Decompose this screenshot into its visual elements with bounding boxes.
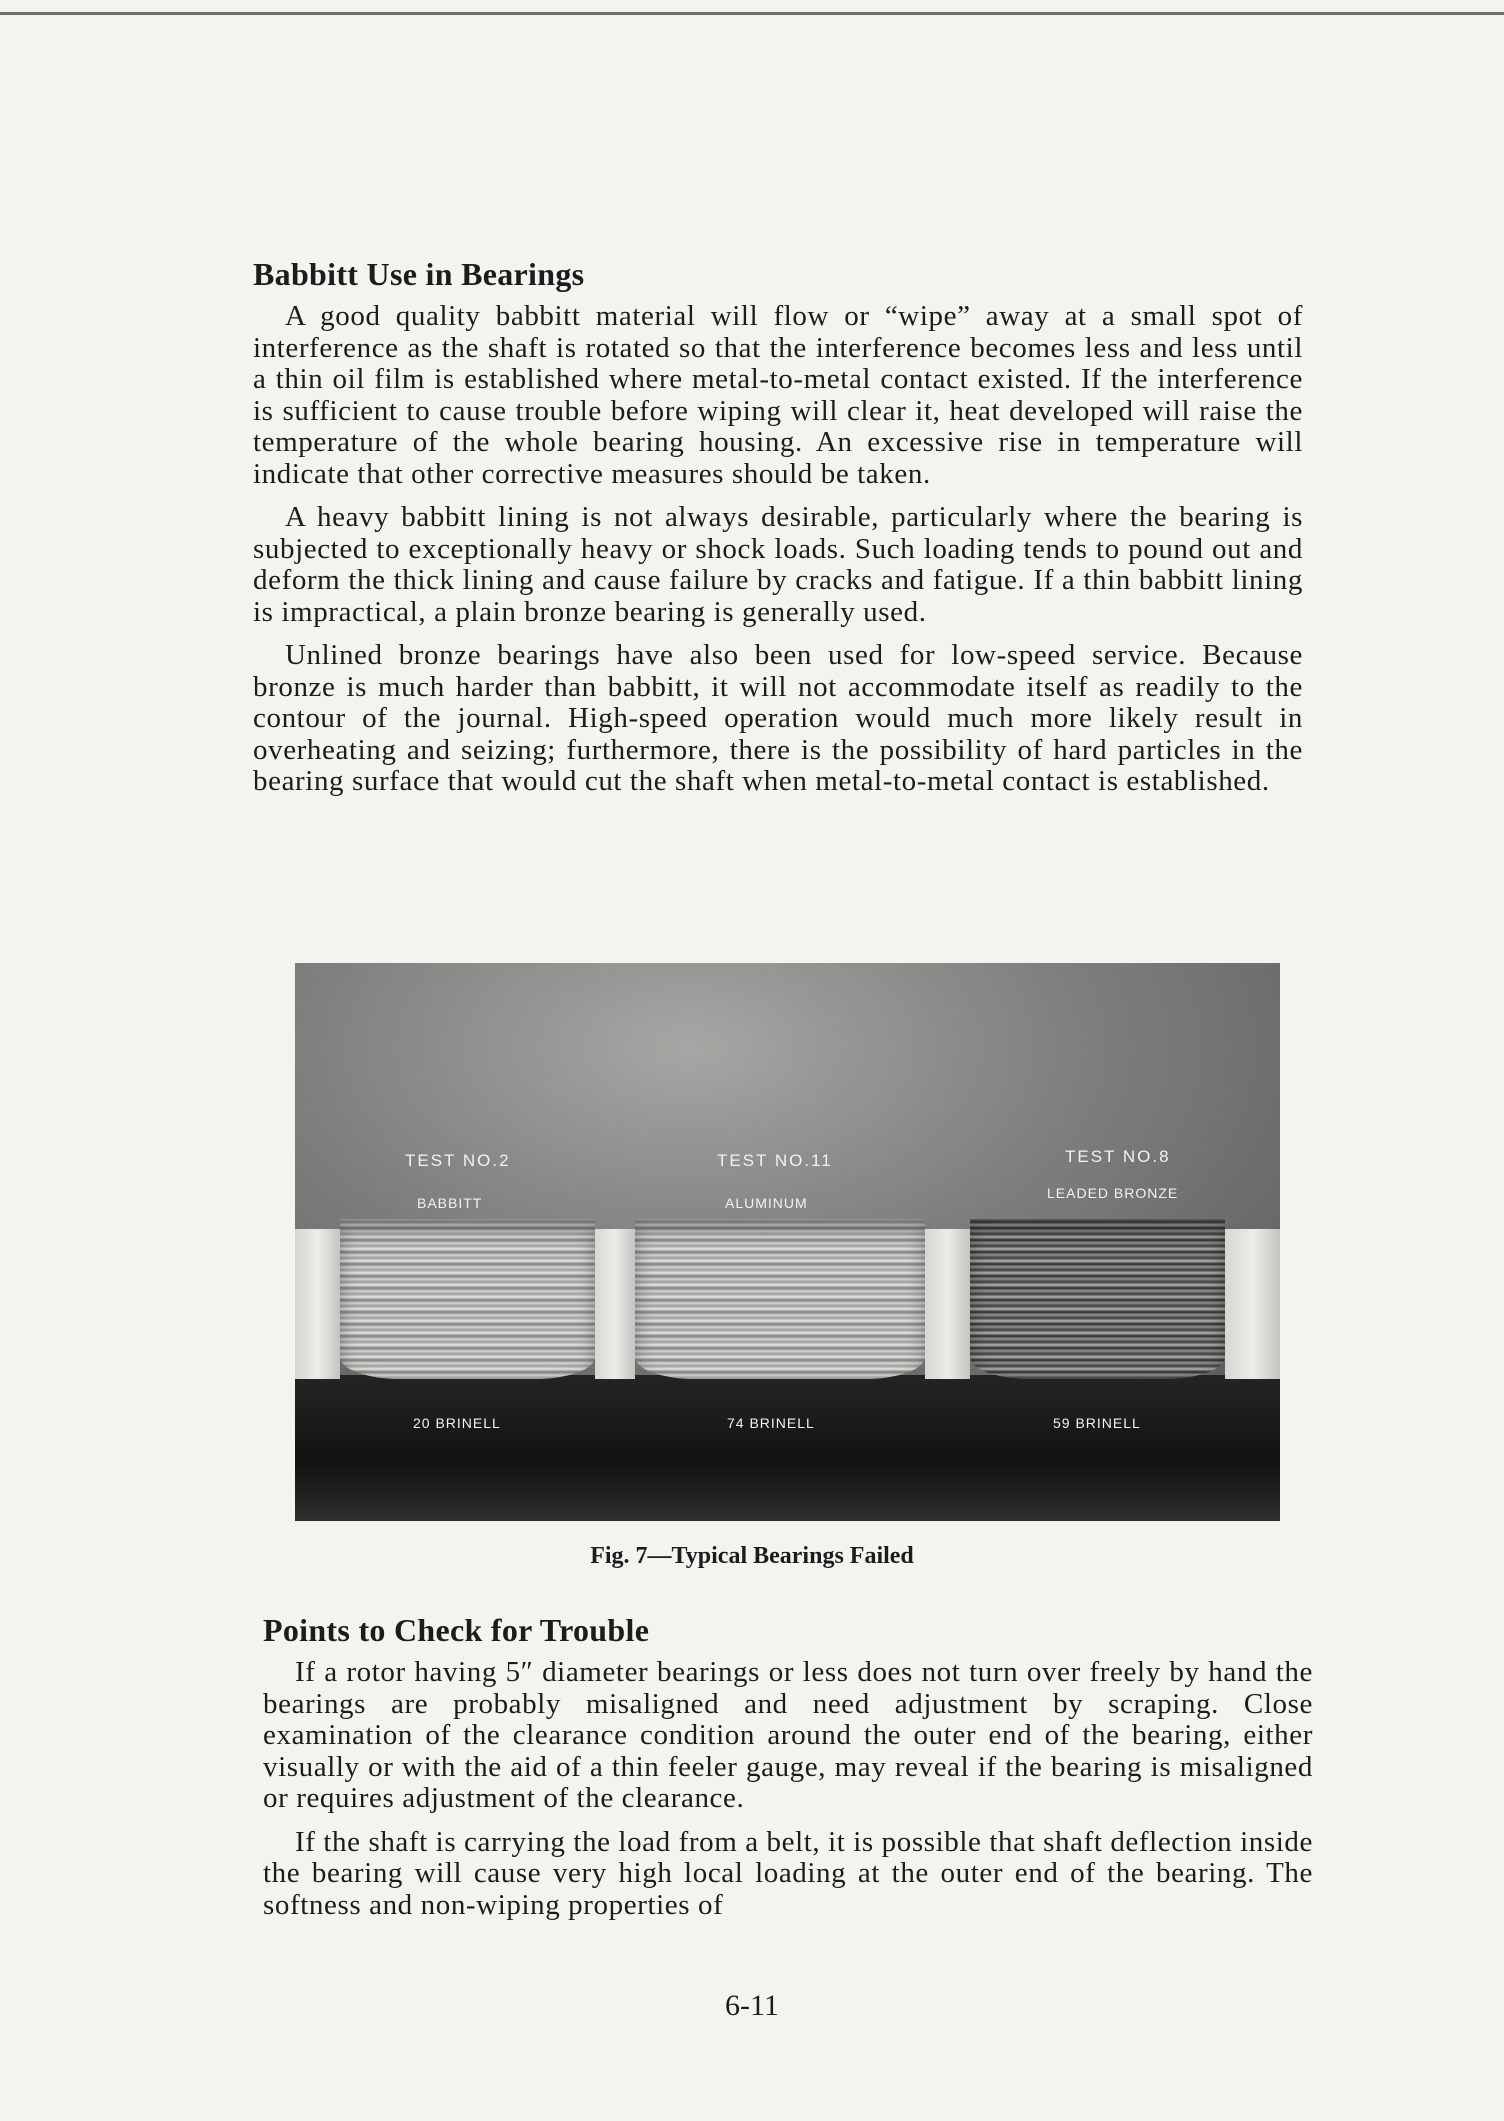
bearing-babbitt: [340, 1219, 595, 1379]
support-block: [1225, 1229, 1280, 1379]
paragraph: If the shaft is carrying the load from a belt, it is possible that shaft deflection inside the bearing will cause very high local loading at the outer end of the bearing. The softness and non-wiping properties of: [263, 1825, 1313, 1921]
paragraph: If a rotor having 5″ diameter bearings or less does not turn over freely by hand the bearings are probably misaligned and need adjustment by scraping. Close examination of the clearance condition around the outer end of the bearing, either visually or with the aid of a thin feeler gauge, may reveal if the bearing is misaligned or requires adjustment of the clearance.: [263, 1656, 1313, 1814]
bearing-leaded-bronze: [970, 1219, 1225, 1379]
support-block: [595, 1229, 635, 1379]
top-rule: [0, 12, 1504, 15]
support-block: [295, 1229, 340, 1379]
photo-label-test: TEST NO.11: [717, 1151, 833, 1170]
paragraph: A good quality babbitt material will flow or “wipe” away at a small spot of interference as the shaft is rotated so that the interference becomes less and less until a thin oil film is established where metal-to-metal contact existed. If the interference is sufficient to cause trouble before wiping will clear it, heat developed will raise the temperature of the whole bearing housing. An excessive rise in temperature will indicate that other corrective measures should be taken.: [253, 300, 1303, 490]
bearings-photo: [295, 963, 1280, 1521]
photo-base: [295, 1375, 1280, 1521]
photo-label-hardness: 20 BRINELL: [413, 1415, 501, 1431]
support-block: [925, 1229, 970, 1379]
photo-label-material: ALUMINUM: [725, 1195, 808, 1211]
photo-label-material: LEADED BRONZE: [1047, 1185, 1179, 1201]
photo-label-test: TEST NO.2: [405, 1151, 511, 1170]
bearing-aluminum: [635, 1219, 925, 1379]
paragraph: A heavy babbitt lining is not always desirable, particularly where the bearing is subjected to exceptionally heavy or shock loads. Such loading tends to pound out and deform the thick lining and cause failure by cracks and fatigue. If a thin babbitt lining is impractical, a plain bronze bearing is generally used.: [253, 501, 1303, 628]
photo-label-hardness: 74 BRINELL: [727, 1415, 815, 1431]
section-points-to-check: [263, 1612, 1313, 1933]
photo-label-material: BABBITT: [417, 1195, 483, 1211]
figure-caption: Fig. 7—Typical Bearings Failed: [590, 1543, 914, 1569]
page-number: 6-11: [725, 1989, 779, 2022]
paragraph: Unlined bronze bearings have also been used for low-speed service. Because bronze is much harder than babbitt, it will not accommodate itself as readily to the contour of the journal. High-speed operation would much more likely result in overheating and seizing; furthermore, there is the possibility of hard particles in the bearing surface that would cut the shaft when metal-to-metal contact is established.: [253, 639, 1303, 797]
section-babbitt-use: [253, 256, 1303, 810]
section-heading: Points to Check for Trouble: [263, 1612, 650, 1648]
photo-label-test: TEST NO.8: [1065, 1147, 1171, 1166]
section-heading: Babbitt Use in Bearings: [253, 256, 585, 292]
photo-label-hardness: 59 BRINELL: [1053, 1415, 1141, 1431]
